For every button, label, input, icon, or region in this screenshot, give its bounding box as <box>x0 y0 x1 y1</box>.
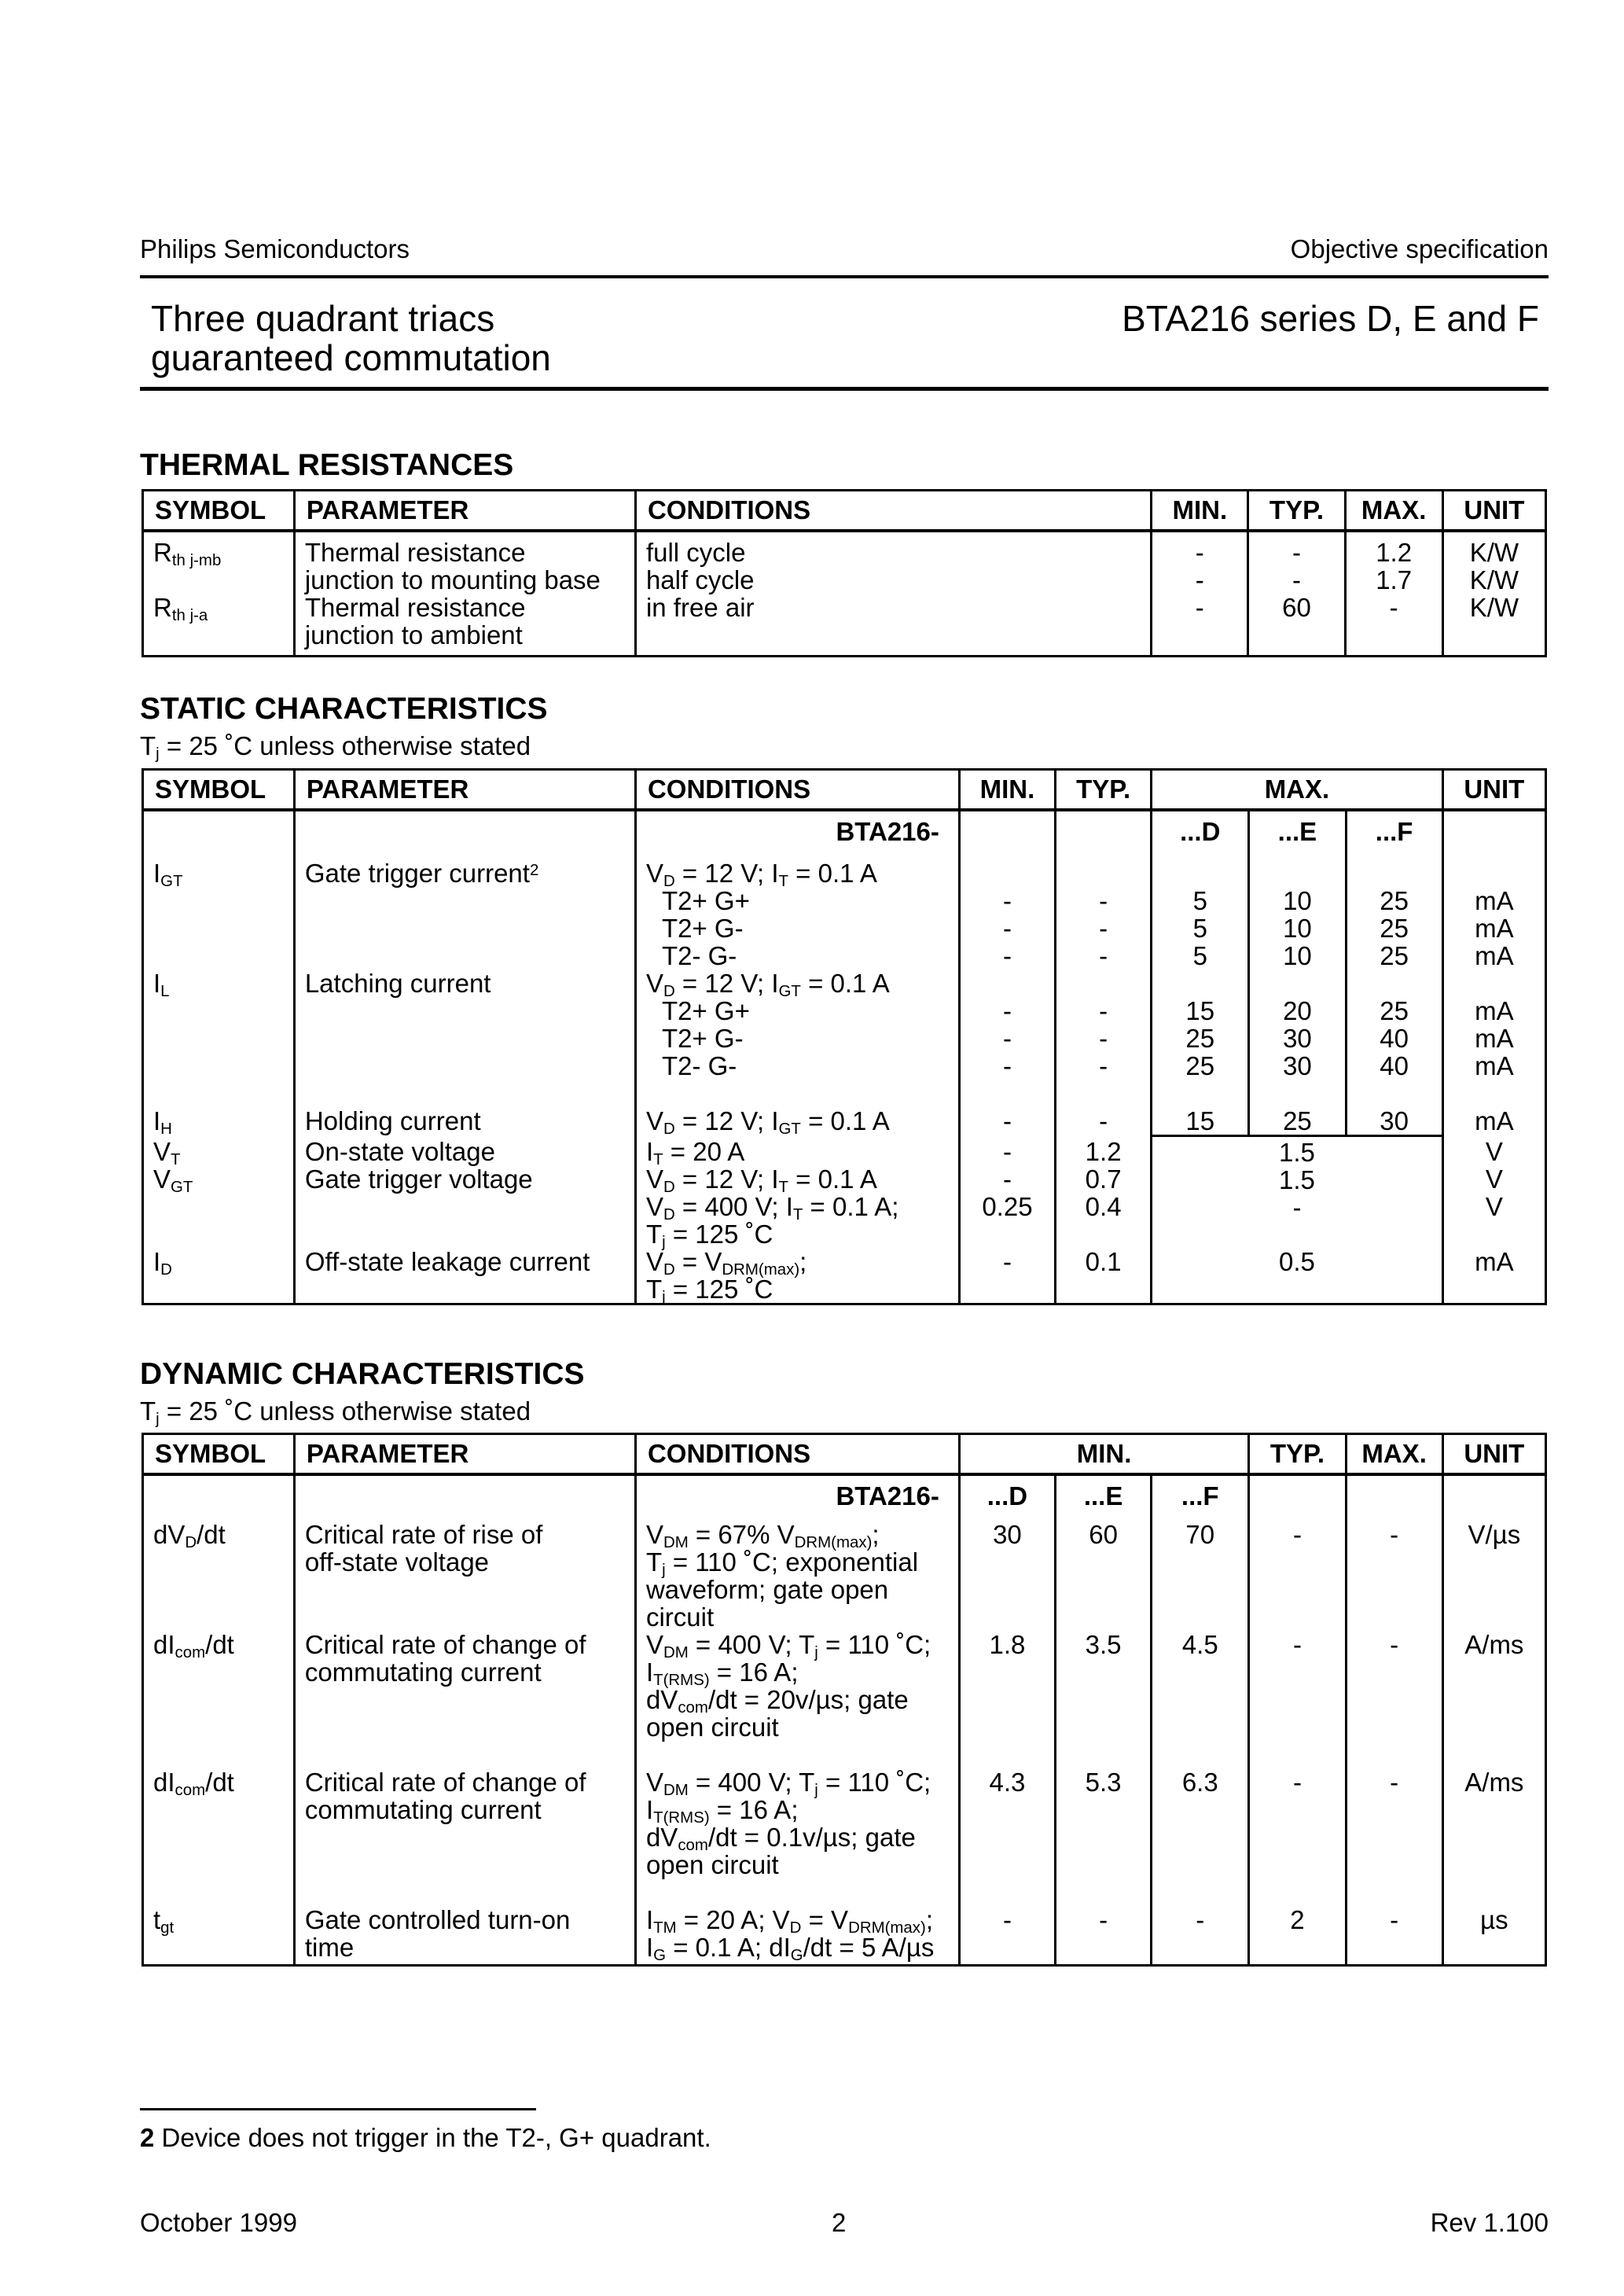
page-number: 2 <box>832 2208 847 2237</box>
footer-date: October 1999 <box>140 2208 297 2237</box>
table-row: BTA216- ...D ...E ...F <box>143 810 1546 845</box>
table-row: $dI_{com}/dt$ Critical rate of change of commutating current $V_{DM} = 400$ V; $T_j = 110$ ˚C; $I_{T(RMS)} = 16$ A; $dV_{com}/dt = 0.1v/\mu s$; gate open circuit 4.3 5.3 6.3 - - A/ms <box>143 1768 1546 1906</box>
table-row: $dI_{com}/dt$ Critical rate of change of commutating current $V_{DM} = 400$ V; $T_j = 110$ ˚C; $I_{T(RMS)} = 16$ A; $dV_{com}/dt = 20v/\mu s$; gate open circuit 1.8 3.5 4.5 - - A/ms <box>143 1631 1546 1768</box>
thermal-heading: THERMAL RESISTANCES <box>140 448 514 482</box>
company-name: Philips Semiconductors <box>140 234 410 263</box>
table-row: $I_H$ Holding current $V_D = 12$ V; $I_{GT} = 0.1$ A - - 15 25 30 mA <box>143 1080 1546 1136</box>
table-row: $I_D$ Off-state leakage current $V_D = V_{DRM(max)}$; $T_j = 125$ ˚C - 0.1 0.5 mA <box>143 1248 1546 1304</box>
col-conditions: CONDITIONS <box>635 491 1151 532</box>
static-condition: $T_j = 25$ ˚C unless otherwise stated <box>140 731 531 763</box>
col-max: MAX. <box>1345 491 1442 532</box>
col-parameter: PARAMETER <box>294 491 635 532</box>
dynamic-table: SYMBOL PARAMETER CONDITIONS MIN. TYP. MAX. UNIT BTA216- ...D ...E ...F $dV_D/dt$ Critical rate of rise of off-state voltage $V_{DM} = 67\%$ $V_{DRM(max)}$; $T_j = 110$ ˚C; exponential waveform; gate open circuit 30 60 70 - - V/µs $dI_{com}/dt$ Critical rate of change of commutating current $V_{DM} = 400$ V; $T_j = 110$ ˚C; $I_{T(RMS)} = 16$ A; $dV_{com}/dt = 20v/\mu s$; gate open circuit 1.8 3.5 4.5 - - A/ms $dI_{com}/dt$ Critical rate of change of commutating current $V_{DM} = 400$ V; $T_j = 110$ ˚C; $I_{T(RMS)} = 16$ A; $dV_{com}/dt = 0.1v/\mu s$; gate open circuit 4.3 5.3 6.3 - - A/ms $t_{gt}$ Gate controlled turn-on time $I_{TM} = 20$ A; $V_D = V_{DRM(max)}$; $I_G = 0.1$ A; $dI_G/dt = 5$ A/µs - - - 2 - µs <box>141 1433 1547 1967</box>
table-row: $V_T$ $V_{GT}$ On-state voltage Gate trigger voltage $I_T = 20$ A $V_D = 12$ V; $I_T = 0.1$ A $V_D = 400$ V; $I_T = 0.1$ A; $T_j = 125$ ˚C - - 0.25 1.2 0.7 0.4 1.5 1.5 - V V V <box>143 1136 1546 1248</box>
col-min: MIN. <box>1152 491 1248 532</box>
static-table: SYMBOL PARAMETER CONDITIONS MIN. TYP. MAX. UNIT BTA216- ...D ...E ...F $I_{GT}$ Gate trigger current$^2$ $V_D = 12$ V; $I_T = 0.1$ A T2+ G+ T2+ G- T2- G- - - - - - - 5 5 5 10 10 10 25 25 25 mA mA mA $I_L$ Latching current $V_D = 12$ V; $I_{GT} = 0.1$ A T2+ G+ T2+ G- T2- G- - - - - - - 15 25 25 20 30 30 25 40 40 mA mA mA $I_H$ Holding current $V_D = 12$ V; $I_{GT} = 0.1$ A - - 15 25 30 mA $V_T$ $V_{GT}$ On-state voltage Gate trigger voltage $I_T = 20$ A $V_D = 12$ V; $I_T = 0.1$ A $V_D = 400$ V; $I_T = 0.1$ A; $T_j = 125$ ˚C - - 0.25 1.2 0.7 0.4 1.5 1.5 - V V V $I_D$ Off-state leakage current $V_D = V_{DRM(max)}$; $T_j = 125$ ˚C - 0.1 0.5 mA <box>141 768 1547 1305</box>
col-typ: TYP. <box>1248 491 1345 532</box>
title-rule <box>140 387 1549 391</box>
static-heading: STATIC CHARACTERISTICS <box>140 692 548 726</box>
table-row: $t_{gt}$ Gate controlled turn-on time $I_{TM} = 20$ A; $V_D = V_{DRM(max)}$; $I_G = 0.1$ A; $dI_G/dt = 5$ A/µs - - - 2 - µs <box>143 1906 1546 1966</box>
table-row: $I_{GT}$ Gate trigger current$^2$ $V_D = 12$ V; $I_T = 0.1$ A T2+ G+ T2+ G- T2- G- - - - - - - 5 5 5 10 10 10 25 25 25 mA mA mA <box>143 845 1546 970</box>
dynamic-condition: $T_j = 25$ ˚C unless otherwise stated <box>140 1396 531 1429</box>
table-row: $dV_D/dt$ Critical rate of rise of off-state voltage $V_{DM} = 67\%$ $V_{DRM(max)}$; $T_j = 110$ ˚C; exponential waveform; gate open circuit 30 60 70 - - V/µs <box>143 1510 1546 1631</box>
col-unit: UNIT <box>1442 491 1545 532</box>
thermal-table <box>141 489 1547 657</box>
table-row: $R_{th j-mb}$ $R_{th j-a}$ Thermal resistance junction to mounting base Thermal resistance junction to ambient full cycle half cycle in free air - - - - - 60 1.2 1.7 - K/W K/W K/W <box>143 531 1546 657</box>
header-rule <box>140 275 1549 278</box>
doc-series: BTA216 series D, E and F <box>1122 298 1539 339</box>
symbol-rth: $R_{th j-mb}$ $R_{th j-a}$ <box>143 531 295 657</box>
col-symbol: SYMBOL <box>143 491 295 532</box>
table-row: $I_L$ Latching current $V_D = 12$ V; $I_{GT} = 0.1$ A T2+ G+ T2+ G- T2- G- - - - - - - 15 25 25 20 30 30 25 40 40 mA mA mA <box>143 970 1546 1080</box>
table-row: BTA216- ...D ...E ...F <box>143 1474 1546 1510</box>
revision: Rev 1.100 <box>1430 2208 1549 2237</box>
footnote: 2 Device does not trigger in the T2-, G+ quadrant. <box>140 2123 711 2152</box>
footnote-rule <box>140 2108 536 2110</box>
spec-status: Objective specification <box>1290 234 1549 263</box>
doc-title: Three quadrant triacs guaranteed commutation <box>151 298 551 378</box>
dynamic-heading: DYNAMIC CHARACTERISTICS <box>140 1357 585 1391</box>
